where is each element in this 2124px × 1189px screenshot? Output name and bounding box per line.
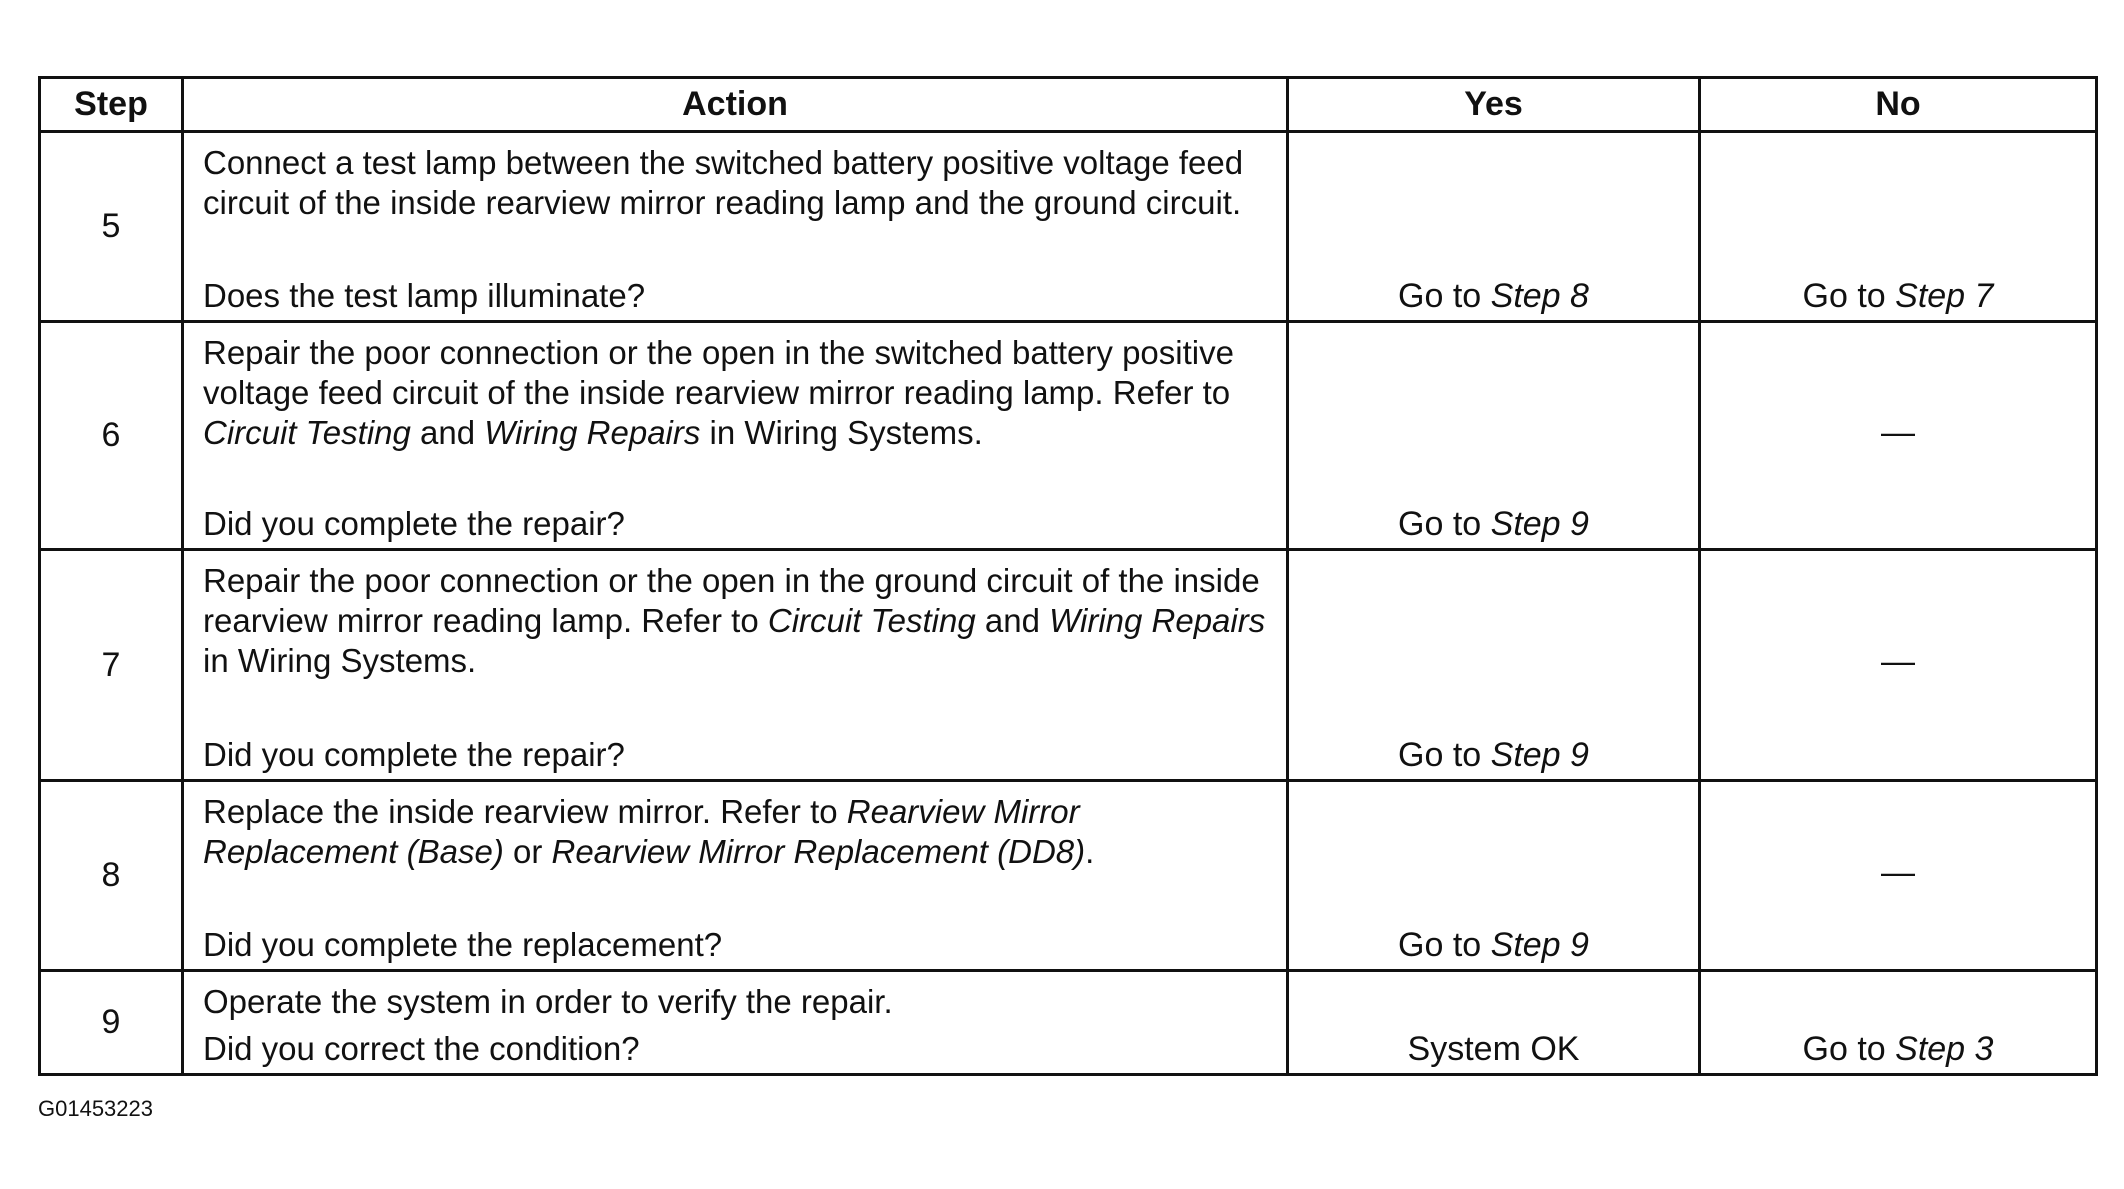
instruction-text: Repair the poor connection or the open in the switched battery positive voltage feed circuit of the inside rearview mirror reading lamp. Refer to — [203, 334, 1234, 411]
instruction-reference: Rearview Mirror Replacement (DD8) — [551, 833, 1086, 870]
step-number: 8 — [40, 781, 183, 971]
no-cell — [1700, 781, 2097, 971]
action-instruction — [184, 323, 1286, 453]
action-cell — [183, 322, 1288, 550]
yes-result: System OK — [1407, 1030, 1580, 1068]
instruction-text: Replace the inside rearview mirror. Refer to — [203, 793, 847, 830]
yes-prefix: Go to — [1398, 926, 1491, 964]
table-row — [40, 322, 2097, 550]
yes-step-link[interactable]: Step 8 — [1490, 277, 1589, 315]
no-step-link[interactable]: Step 3 — [1895, 1030, 1994, 1068]
instruction-text: and — [410, 414, 485, 451]
yes-cell — [1288, 971, 1700, 1075]
action-question: Did you correct the condition? — [203, 1030, 640, 1067]
no-dash: — — [1881, 412, 1915, 451]
no-result — [1701, 277, 2095, 316]
yes-step-link[interactable]: Step 9 — [1490, 926, 1589, 964]
table-row — [40, 781, 2097, 971]
instruction-text: Repair the poor connection or the open in the ground circuit of the inside rearview mirror reading lamp. Refer to — [203, 562, 1260, 639]
no-step-link[interactable]: Step 7 — [1895, 277, 1994, 315]
instruction-reference: Circuit Testing — [767, 602, 976, 639]
yes-cell — [1288, 550, 1700, 781]
instruction-text: Operate the system in order to verify the repair. — [203, 983, 893, 1020]
action-cell — [183, 132, 1288, 322]
action-instruction — [184, 782, 1286, 872]
step-number: 7 — [40, 550, 183, 781]
instruction-text: in Wiring Systems. — [203, 642, 477, 679]
no-cell — [1700, 322, 2097, 550]
no-dash: — — [1881, 642, 1915, 681]
header-yes: Yes — [1288, 78, 1700, 132]
no-cell — [1700, 550, 2097, 781]
no-cell — [1700, 971, 2097, 1075]
yes-prefix: Go to — [1398, 736, 1491, 774]
step-number: 9 — [40, 971, 183, 1075]
yes-prefix: Go to — [1398, 505, 1491, 543]
no-dash: — — [1881, 852, 1915, 891]
action-cell — [183, 971, 1288, 1075]
yes-prefix: Go to — [1398, 277, 1491, 315]
yes-result — [1289, 736, 1698, 775]
yes-result — [1289, 926, 1698, 965]
header-step: Step — [40, 78, 183, 132]
yes-cell — [1288, 322, 1700, 550]
action-instruction — [184, 972, 1286, 1022]
action-cell — [183, 550, 1288, 781]
instruction-reference: Rearview Mirror Replacement (Base) — [203, 793, 1080, 870]
figure-code: G01453223 — [38, 1096, 153, 1121]
diagnostic-table-container — [38, 76, 2095, 1076]
diagnostic-table — [38, 76, 2098, 1076]
no-result — [1701, 1030, 2095, 1069]
table-row — [40, 971, 2097, 1075]
action-question: Does the test lamp illuminate? — [203, 277, 646, 314]
step-number: 5 — [40, 132, 183, 322]
header-action: Action — [183, 78, 1288, 132]
no-prefix: Go to — [1802, 277, 1896, 315]
instruction-text: and — [975, 602, 1050, 639]
action-instruction — [184, 133, 1286, 223]
yes-result — [1289, 277, 1698, 316]
action-question: Did you complete the repair? — [203, 505, 625, 542]
no-cell — [1700, 132, 2097, 322]
instruction-text: Connect a test lamp between the switched battery positive voltage feed circuit of the inside rearview mirror reading lamp and the ground circuit. — [203, 144, 1244, 221]
no-prefix: Go to — [1802, 1030, 1896, 1068]
table-row — [40, 550, 2097, 781]
instruction-text: or — [503, 833, 552, 870]
instruction-reference: Wiring Repairs — [1049, 602, 1266, 639]
instruction-reference: Circuit Testing — [203, 414, 411, 451]
yes-step-link[interactable]: Step 9 — [1490, 736, 1589, 774]
action-question: Did you complete the replacement? — [203, 926, 723, 963]
instruction-reference: Wiring Repairs — [484, 414, 701, 451]
yes-result — [1289, 505, 1698, 544]
yes-cell — [1288, 781, 1700, 971]
header-no: No — [1700, 78, 2097, 132]
table-header-row — [40, 78, 2097, 132]
action-instruction — [184, 551, 1286, 681]
instruction-text: . — [1085, 833, 1095, 870]
action-cell — [183, 781, 1288, 971]
action-question: Did you complete the repair? — [203, 736, 625, 773]
yes-step-link[interactable]: Step 9 — [1490, 505, 1589, 543]
yes-cell — [1288, 132, 1700, 322]
instruction-text: in Wiring Systems. — [700, 414, 983, 451]
step-number: 6 — [40, 322, 183, 550]
table-row — [40, 132, 2097, 322]
